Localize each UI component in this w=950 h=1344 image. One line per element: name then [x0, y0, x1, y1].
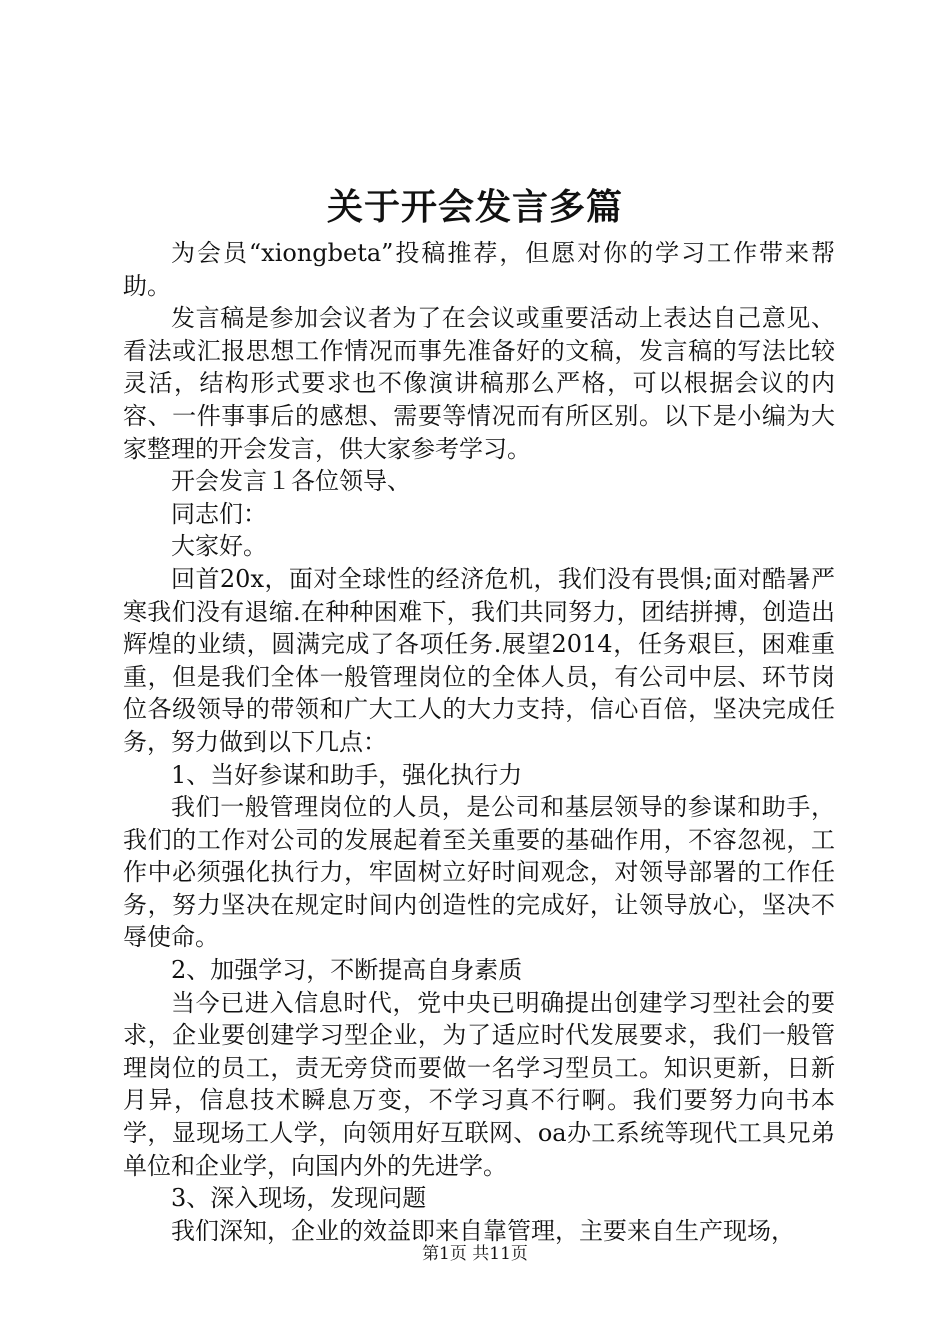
paragraph: 发言稿是参加会议者为了在会议或重要活动上表达自己意见、看法或汇报思想工作情况而事先准备好的文稿，发言稿的写法比较灵活，结构形式要求也不像演讲稿那么严格，可以根据会议的内容、一件事事后的感想、需要等情况而有所区别。以下是小编为大家整理的开会发言，供大家参考学习。	[123, 304, 835, 463]
paragraph: 开会发言１各位领导、	[171, 467, 411, 496]
document-body	[123, 237, 835, 1247]
paragraph: 我们一般管理岗位的人员，是公司和基层领导的参谋和助手，我们的工作对公司的发展起着至关重要的基础作用，不容忽视，工作中必须强化执行力，牢固树立好时间观念，对领导部署的工作任务，努力坚决在规定时间内创造性的完成好，让领导放心，坚决不辱使命。	[123, 793, 835, 952]
paragraph: 大家好。	[171, 532, 267, 561]
paragraph: 同志们：	[171, 499, 267, 528]
document-title: 关于开会发言多篇	[326, 186, 623, 228]
page-footer: 第1页 共11页	[422, 1244, 528, 1264]
section-heading: 1、当好参谋和助手，强化执行力	[171, 760, 523, 789]
paragraph: 当今已进入信息时代，党中央已明确提出创建学习型社会的要求，企业要创建学习型企业，为了适应时代发展要求，我们一般管理岗位的员工，责无旁贷而要做一名学习型员工。知识更新，日新月异，信息技术瞬息万变，不学习真不行啊。我们要努力向书本学，显现场工人学，向领用好互联网、oa办工系统等现代工具兄弟单位和企业学，向国内外的先进学。	[123, 988, 835, 1180]
section-heading: 2、加强学习，不断提高自身素质	[171, 956, 523, 985]
section-heading: 3、深入现场，发现问题	[171, 1184, 427, 1213]
paragraph: 回首20x，面对全球性的经济危机，我们没有畏惧;面对酷暑严寒我们没有退缩.在种种困难下，我们共同努力，团结拼搏，创造出辉煌的业绩，圆满完成了各项任务.展望2014，任务艰巨，困难重重，但是我们全体一般管理岗位的全体人员，有公司中层、环节岗位各级领导的带领和广大工人的大力支持，信心百倍，坚决完成任务，努力做到以下几点：	[123, 564, 835, 756]
paragraph: 我们深知，企业的效益即来自靠管理，主要来自生产现场，	[171, 1216, 795, 1245]
paragraph: 为会员“xiongbeta”投稿推荐，但愿对你的学习工作带来帮助。	[123, 239, 835, 300]
